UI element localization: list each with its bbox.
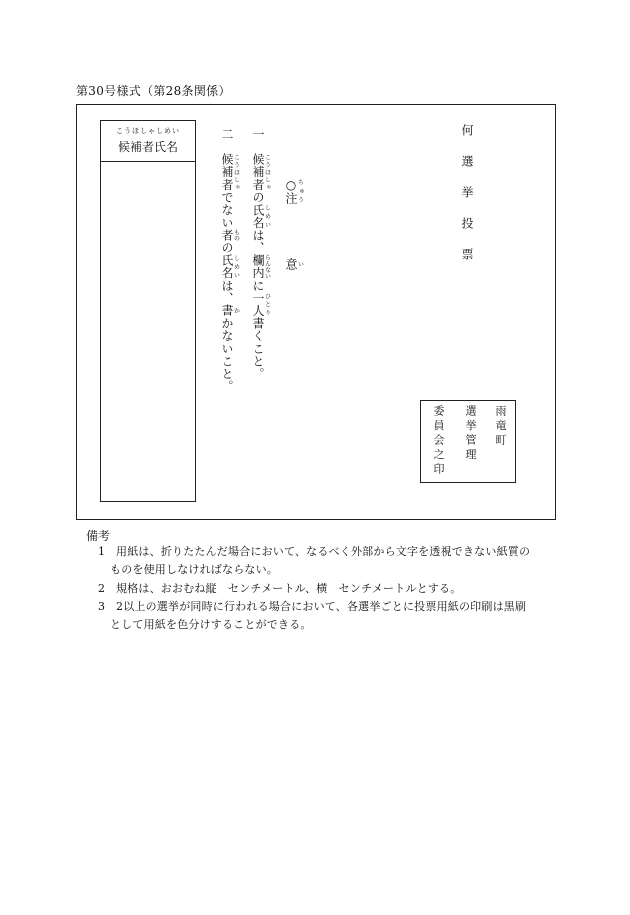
remark-number: 1 bbox=[98, 545, 106, 558]
rule1-text: は、 bbox=[251, 228, 265, 255]
rule2-text: は、 bbox=[220, 279, 234, 305]
rule1-text: 一人 bbox=[251, 291, 265, 318]
rule2-text: でない bbox=[220, 191, 234, 229]
rule1-text: に bbox=[251, 279, 265, 292]
stamp-election-admin: 選挙管理 bbox=[464, 405, 477, 463]
rule2-ruby: か bbox=[232, 304, 240, 318]
rule1-text: 欄内 bbox=[251, 254, 265, 280]
rule1-ruby: ひとり bbox=[263, 291, 271, 318]
note-ruby-i: い bbox=[296, 258, 304, 270]
note-heading-end: 意 bbox=[284, 258, 298, 270]
instruction-rule-2 bbox=[219, 128, 239, 393]
candidate-name-column bbox=[100, 120, 196, 502]
stamp-town-name: 雨竜町 bbox=[494, 405, 507, 449]
remark-text: 用紙は、折りたたんだ場合において、なるべく外部から文字を透視できない紙質の bbox=[116, 545, 531, 558]
form-number-title: 第30号様式（第28条関係） bbox=[76, 84, 231, 98]
ballot-title: 何選挙投票 bbox=[460, 124, 474, 279]
rule2-text: 者 bbox=[220, 228, 234, 242]
rule1-ruby: らんない bbox=[263, 254, 271, 280]
rule1-ruby: しめい bbox=[263, 203, 271, 229]
candidate-name-header bbox=[100, 120, 196, 162]
rule1-number: 一 bbox=[251, 128, 265, 141]
rule2-ruby: しめい bbox=[232, 254, 240, 280]
rule2-text: 書 bbox=[220, 304, 234, 318]
remark-item-2 bbox=[98, 580, 461, 598]
rule2-number: 二 bbox=[220, 128, 234, 141]
rule2-text: の bbox=[220, 241, 234, 255]
remarks-heading: 備考 bbox=[86, 529, 111, 543]
remark-text: 規格は、おおむね縦 センチメートル、横 センチメートルとする。 bbox=[116, 582, 462, 595]
candidate-name-ruby: こうほしゃしめい bbox=[116, 127, 180, 135]
rule1-text: 書くこと。 bbox=[251, 317, 265, 381]
remark-number: 2 bbox=[98, 582, 106, 595]
note-heading bbox=[283, 178, 303, 270]
rule1-text: の bbox=[251, 191, 265, 204]
rule1-ruby: こうほしゃ bbox=[263, 153, 271, 192]
note-heading-text: ○注 bbox=[284, 178, 298, 204]
rule2-text: 氏名 bbox=[220, 254, 234, 280]
stamp-committee-seal: 委員会之印 bbox=[432, 405, 445, 478]
note-ruby-chu: ちゅう bbox=[296, 178, 304, 204]
remark-item-1-continued: ものを使用しなければならない。 bbox=[110, 563, 278, 576]
rule1-text: 氏名 bbox=[251, 203, 265, 229]
candidate-name-label: 候補者氏名 bbox=[117, 140, 178, 154]
remark-item-3-continued: として用紙を色分けすることができる。 bbox=[110, 618, 312, 631]
remark-item-3 bbox=[98, 598, 526, 616]
rule2-text: かないこと。 bbox=[220, 317, 234, 393]
rule2-text: 候補者 bbox=[220, 153, 234, 192]
rule2-ruby: こうほしゃ bbox=[232, 153, 240, 192]
remark-number: 3 bbox=[98, 600, 106, 613]
remark-text: 2以上の選挙が同時に行われる場合において、各選挙ごとに投票用紙の印刷は黒刷 bbox=[116, 600, 527, 613]
rule2-ruby: もの bbox=[232, 228, 240, 242]
rule1-text: 候補者 bbox=[251, 153, 265, 192]
instruction-rule-1 bbox=[250, 128, 270, 380]
remark-item-1 bbox=[98, 543, 530, 561]
